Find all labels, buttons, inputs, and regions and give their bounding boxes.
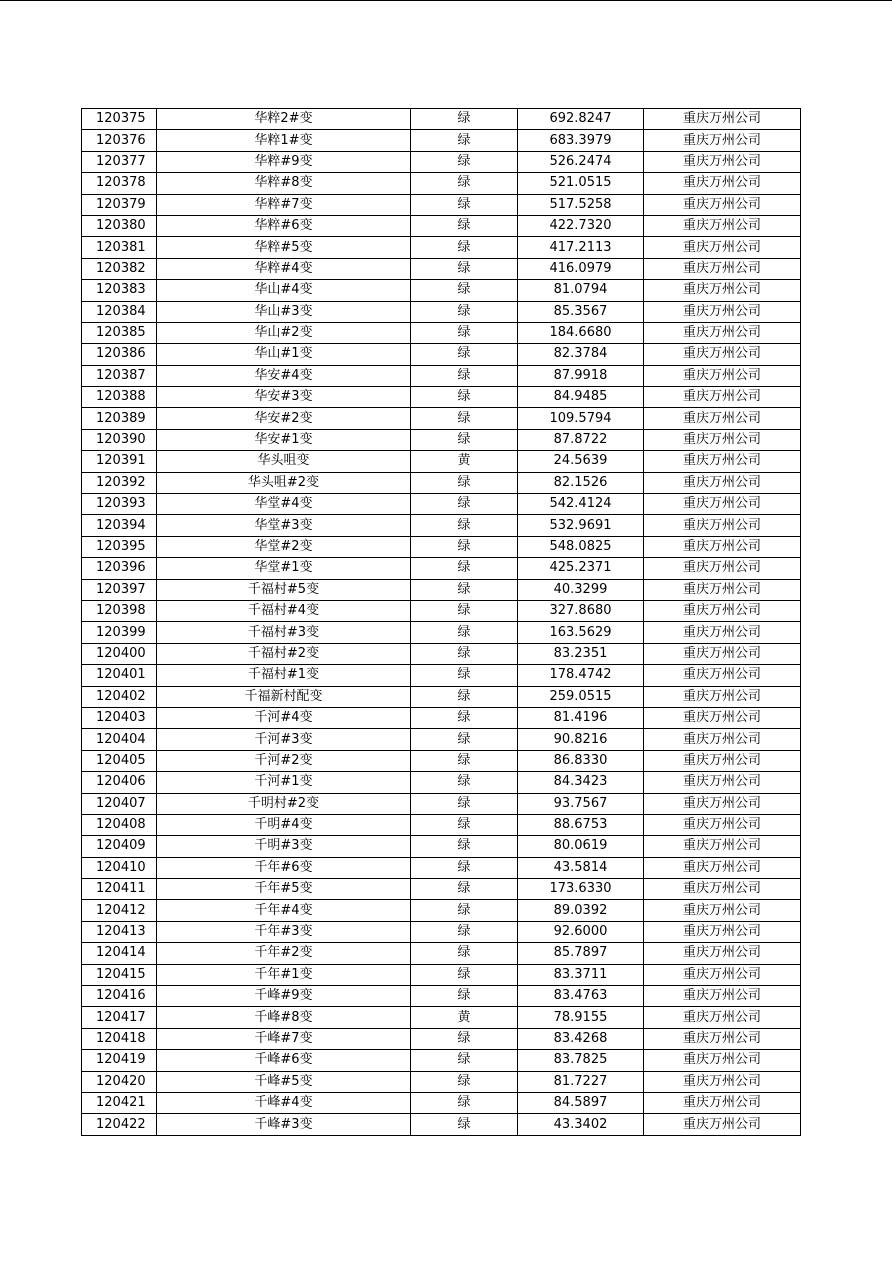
transformer-name-cell: 千明村#2变 [157, 793, 411, 814]
transformer-name-cell: 千福村#2变 [157, 643, 411, 664]
row-id-cell: 120389 [82, 408, 157, 429]
value-cell: 542.4124 [518, 494, 644, 515]
table-row [82, 173, 801, 194]
company-cell: 重庆万州公司 [644, 793, 801, 814]
value-cell: 83.4268 [518, 1028, 644, 1049]
transformer-name-cell: 华粹#5变 [157, 237, 411, 258]
table-row [82, 964, 801, 985]
transformer-name-cell: 华山#4变 [157, 280, 411, 301]
table-row [82, 130, 801, 151]
table-row [82, 237, 801, 258]
value-cell: 173.6330 [518, 879, 644, 900]
status-color-cell: 绿 [411, 857, 518, 878]
company-cell: 重庆万州公司 [644, 857, 801, 878]
value-cell: 548.0825 [518, 536, 644, 557]
table-row [82, 494, 801, 515]
company-cell: 重庆万州公司 [644, 729, 801, 750]
transformer-name-cell: 千明#4变 [157, 814, 411, 835]
status-color-cell: 绿 [411, 536, 518, 557]
company-cell: 重庆万州公司 [644, 536, 801, 557]
table-row [82, 515, 801, 536]
row-id-cell: 120381 [82, 237, 157, 258]
status-color-cell: 绿 [411, 1050, 518, 1071]
value-cell: 80.0619 [518, 836, 644, 857]
table-row [82, 215, 801, 236]
transformer-name-cell: 华粹#7变 [157, 194, 411, 215]
value-cell: 43.3402 [518, 1114, 644, 1135]
row-id-cell: 120394 [82, 515, 157, 536]
transformer-name-cell: 华粹2#变 [157, 109, 411, 130]
value-cell: 40.3299 [518, 579, 644, 600]
row-id-cell: 120402 [82, 686, 157, 707]
table-row [82, 408, 801, 429]
table-row [82, 857, 801, 878]
company-cell: 重庆万州公司 [644, 772, 801, 793]
table-row [82, 451, 801, 472]
company-cell: 重庆万州公司 [644, 814, 801, 835]
value-cell: 82.1526 [518, 472, 644, 493]
value-cell: 86.8330 [518, 750, 644, 771]
transformer-name-cell: 千福村#5变 [157, 579, 411, 600]
table-row [82, 686, 801, 707]
value-cell: 81.4196 [518, 707, 644, 728]
value-cell: 90.8216 [518, 729, 644, 750]
transformer-name-cell: 千年#4变 [157, 900, 411, 921]
transformer-name-cell: 华安#4变 [157, 365, 411, 386]
page-top-border [0, 0, 892, 1]
status-color-cell: 绿 [411, 1114, 518, 1135]
status-color-cell: 绿 [411, 1071, 518, 1092]
company-cell: 重庆万州公司 [644, 280, 801, 301]
value-cell: 416.0979 [518, 258, 644, 279]
transformer-name-cell: 千年#1变 [157, 964, 411, 985]
status-color-cell: 绿 [411, 600, 518, 621]
transformer-name-cell: 千河#1变 [157, 772, 411, 793]
status-color-cell: 绿 [411, 729, 518, 750]
table-row [82, 921, 801, 942]
value-cell: 327.8680 [518, 600, 644, 621]
row-id-cell: 120388 [82, 387, 157, 408]
company-cell: 重庆万州公司 [644, 387, 801, 408]
table-row [82, 707, 801, 728]
transformer-name-cell: 千福新村配变 [157, 686, 411, 707]
status-color-cell: 绿 [411, 109, 518, 130]
table-row [82, 836, 801, 857]
value-cell: 24.5639 [518, 451, 644, 472]
row-id-cell: 120420 [82, 1071, 157, 1092]
row-id-cell: 120410 [82, 857, 157, 878]
row-id-cell: 120413 [82, 921, 157, 942]
value-cell: 526.2474 [518, 151, 644, 172]
transformer-name-cell: 千福村#1变 [157, 665, 411, 686]
table-row [82, 109, 801, 130]
status-color-cell: 绿 [411, 879, 518, 900]
value-cell: 83.7825 [518, 1050, 644, 1071]
status-color-cell: 绿 [411, 643, 518, 664]
value-cell: 521.0515 [518, 173, 644, 194]
table-row [82, 322, 801, 343]
transformer-name-cell: 华山#3变 [157, 301, 411, 322]
company-cell: 重庆万州公司 [644, 707, 801, 728]
row-id-cell: 120382 [82, 258, 157, 279]
company-cell: 重庆万州公司 [644, 836, 801, 857]
table-row [82, 365, 801, 386]
company-cell: 重庆万州公司 [644, 1114, 801, 1135]
company-cell: 重庆万州公司 [644, 943, 801, 964]
status-color-cell: 绿 [411, 429, 518, 450]
transformer-name-cell: 千年#2变 [157, 943, 411, 964]
status-color-cell: 绿 [411, 622, 518, 643]
value-cell: 184.6680 [518, 322, 644, 343]
table-row [82, 900, 801, 921]
transformer-name-cell: 千峰#4变 [157, 1092, 411, 1113]
row-id-cell: 120407 [82, 793, 157, 814]
value-cell: 84.9485 [518, 387, 644, 408]
value-cell: 84.3423 [518, 772, 644, 793]
company-cell: 重庆万州公司 [644, 472, 801, 493]
row-id-cell: 120412 [82, 900, 157, 921]
value-cell: 85.7897 [518, 943, 644, 964]
row-id-cell: 120375 [82, 109, 157, 130]
table-row [82, 194, 801, 215]
row-id-cell: 120421 [82, 1092, 157, 1113]
row-id-cell: 120409 [82, 836, 157, 857]
table-row [82, 879, 801, 900]
transformer-name-cell: 千峰#8变 [157, 1007, 411, 1028]
transformer-name-cell: 千年#5变 [157, 879, 411, 900]
transformer-name-cell: 千福村#3变 [157, 622, 411, 643]
company-cell: 重庆万州公司 [644, 451, 801, 472]
row-id-cell: 120392 [82, 472, 157, 493]
status-color-cell: 绿 [411, 194, 518, 215]
company-cell: 重庆万州公司 [644, 686, 801, 707]
transformer-name-cell: 千峰#7变 [157, 1028, 411, 1049]
company-cell: 重庆万州公司 [644, 986, 801, 1007]
table-body [82, 109, 801, 1136]
row-id-cell: 120422 [82, 1114, 157, 1135]
transformer-name-cell: 华堂#2变 [157, 536, 411, 557]
table-row [82, 729, 801, 750]
row-id-cell: 120404 [82, 729, 157, 750]
value-cell: 683.3979 [518, 130, 644, 151]
value-cell: 692.8247 [518, 109, 644, 130]
status-color-cell: 绿 [411, 344, 518, 365]
value-cell: 517.5258 [518, 194, 644, 215]
value-cell: 532.9691 [518, 515, 644, 536]
status-color-cell: 绿 [411, 793, 518, 814]
status-color-cell: 绿 [411, 707, 518, 728]
transformer-name-cell: 华安#1变 [157, 429, 411, 450]
status-color-cell: 绿 [411, 408, 518, 429]
value-cell: 88.6753 [518, 814, 644, 835]
status-color-cell: 绿 [411, 943, 518, 964]
status-color-cell: 绿 [411, 494, 518, 515]
company-cell: 重庆万州公司 [644, 1092, 801, 1113]
value-cell: 163.5629 [518, 622, 644, 643]
transformer-name-cell: 千河#3变 [157, 729, 411, 750]
table-row [82, 472, 801, 493]
table-row [82, 387, 801, 408]
company-cell: 重庆万州公司 [644, 215, 801, 236]
table-row [82, 600, 801, 621]
table-row [82, 301, 801, 322]
transformer-name-cell: 千峰#6变 [157, 1050, 411, 1071]
row-id-cell: 120406 [82, 772, 157, 793]
status-color-cell: 绿 [411, 322, 518, 343]
row-id-cell: 120398 [82, 600, 157, 621]
status-color-cell: 绿 [411, 215, 518, 236]
transformer-name-cell: 华山#1变 [157, 344, 411, 365]
company-cell: 重庆万州公司 [644, 600, 801, 621]
table-row [82, 665, 801, 686]
company-cell: 重庆万州公司 [644, 194, 801, 215]
row-id-cell: 120383 [82, 280, 157, 301]
status-color-cell: 绿 [411, 1092, 518, 1113]
status-color-cell: 黄 [411, 451, 518, 472]
row-id-cell: 120415 [82, 964, 157, 985]
row-id-cell: 120399 [82, 622, 157, 643]
table-row [82, 1050, 801, 1071]
table-row [82, 579, 801, 600]
company-cell: 重庆万州公司 [644, 322, 801, 343]
transformer-table [81, 108, 801, 1136]
status-color-cell: 绿 [411, 921, 518, 942]
transformer-name-cell: 千河#2变 [157, 750, 411, 771]
table-row [82, 622, 801, 643]
company-cell: 重庆万州公司 [644, 750, 801, 771]
status-color-cell: 绿 [411, 579, 518, 600]
company-cell: 重庆万州公司 [644, 643, 801, 664]
transformer-name-cell: 千峰#3变 [157, 1114, 411, 1135]
company-cell: 重庆万州公司 [644, 921, 801, 942]
table-row [82, 151, 801, 172]
row-id-cell: 120418 [82, 1028, 157, 1049]
table-row [82, 258, 801, 279]
table-row [82, 280, 801, 301]
status-color-cell: 绿 [411, 151, 518, 172]
status-color-cell: 绿 [411, 173, 518, 194]
company-cell: 重庆万州公司 [644, 429, 801, 450]
row-id-cell: 120387 [82, 365, 157, 386]
status-color-cell: 绿 [411, 301, 518, 322]
table-row [82, 1071, 801, 1092]
value-cell: 84.5897 [518, 1092, 644, 1113]
value-cell: 425.2371 [518, 558, 644, 579]
transformer-name-cell: 千峰#5变 [157, 1071, 411, 1092]
value-cell: 81.0794 [518, 280, 644, 301]
row-id-cell: 120376 [82, 130, 157, 151]
company-cell: 重庆万州公司 [644, 258, 801, 279]
table-row [82, 1028, 801, 1049]
company-cell: 重庆万州公司 [644, 1071, 801, 1092]
status-color-cell: 绿 [411, 814, 518, 835]
value-cell: 82.3784 [518, 344, 644, 365]
company-cell: 重庆万州公司 [644, 408, 801, 429]
status-color-cell: 绿 [411, 1028, 518, 1049]
company-cell: 重庆万州公司 [644, 879, 801, 900]
status-color-cell: 黄 [411, 1007, 518, 1028]
transformer-name-cell: 华粹#4变 [157, 258, 411, 279]
value-cell: 83.4763 [518, 986, 644, 1007]
transformer-name-cell: 华粹#9变 [157, 151, 411, 172]
transformer-name-cell: 华堂#3变 [157, 515, 411, 536]
transformer-name-cell: 华头咀#2变 [157, 472, 411, 493]
company-cell: 重庆万州公司 [644, 109, 801, 130]
company-cell: 重庆万州公司 [644, 301, 801, 322]
table-row [82, 558, 801, 579]
table-row [82, 814, 801, 835]
transformer-name-cell: 华粹#6变 [157, 215, 411, 236]
row-id-cell: 120380 [82, 215, 157, 236]
status-color-cell: 绿 [411, 686, 518, 707]
row-id-cell: 120379 [82, 194, 157, 215]
transformer-name-cell: 千福村#4变 [157, 600, 411, 621]
table-row [82, 429, 801, 450]
value-cell: 89.0392 [518, 900, 644, 921]
value-cell: 78.9155 [518, 1007, 644, 1028]
status-color-cell: 绿 [411, 237, 518, 258]
value-cell: 92.6000 [518, 921, 644, 942]
table-row [82, 750, 801, 771]
company-cell: 重庆万州公司 [644, 1050, 801, 1071]
transformer-name-cell: 华山#2变 [157, 322, 411, 343]
transformer-name-cell: 千峰#9变 [157, 986, 411, 1007]
status-color-cell: 绿 [411, 558, 518, 579]
company-cell: 重庆万州公司 [644, 622, 801, 643]
status-color-cell: 绿 [411, 365, 518, 386]
company-cell: 重庆万州公司 [644, 1007, 801, 1028]
transformer-name-cell: 千河#4变 [157, 707, 411, 728]
status-color-cell: 绿 [411, 387, 518, 408]
table-row [82, 943, 801, 964]
table-row [82, 643, 801, 664]
status-color-cell: 绿 [411, 836, 518, 857]
status-color-cell: 绿 [411, 665, 518, 686]
row-id-cell: 120385 [82, 322, 157, 343]
status-color-cell: 绿 [411, 472, 518, 493]
row-id-cell: 120401 [82, 665, 157, 686]
table-row [82, 986, 801, 1007]
row-id-cell: 120396 [82, 558, 157, 579]
value-cell: 109.5794 [518, 408, 644, 429]
table-row [82, 536, 801, 557]
row-id-cell: 120403 [82, 707, 157, 728]
table-row [82, 1007, 801, 1028]
row-id-cell: 120378 [82, 173, 157, 194]
row-id-cell: 120377 [82, 151, 157, 172]
row-id-cell: 120390 [82, 429, 157, 450]
row-id-cell: 120408 [82, 814, 157, 835]
value-cell: 81.7227 [518, 1071, 644, 1092]
value-cell: 178.4742 [518, 665, 644, 686]
row-id-cell: 120393 [82, 494, 157, 515]
company-cell: 重庆万州公司 [644, 494, 801, 515]
row-id-cell: 120419 [82, 1050, 157, 1071]
row-id-cell: 120391 [82, 451, 157, 472]
company-cell: 重庆万州公司 [644, 665, 801, 686]
value-cell: 83.3711 [518, 964, 644, 985]
row-id-cell: 120386 [82, 344, 157, 365]
company-cell: 重庆万州公司 [644, 558, 801, 579]
status-color-cell: 绿 [411, 772, 518, 793]
transformer-name-cell: 华粹1#变 [157, 130, 411, 151]
value-cell: 87.9918 [518, 365, 644, 386]
transformer-name-cell: 千年#6变 [157, 857, 411, 878]
row-id-cell: 120405 [82, 750, 157, 771]
row-id-cell: 120417 [82, 1007, 157, 1028]
value-cell: 422.7320 [518, 215, 644, 236]
value-cell: 417.2113 [518, 237, 644, 258]
company-cell: 重庆万州公司 [644, 964, 801, 985]
status-color-cell: 绿 [411, 900, 518, 921]
table-row [82, 344, 801, 365]
transformer-name-cell: 华头咀变 [157, 451, 411, 472]
transformer-name-cell: 千年#3变 [157, 921, 411, 942]
table-row [82, 1092, 801, 1113]
table-row [82, 793, 801, 814]
status-color-cell: 绿 [411, 258, 518, 279]
status-color-cell: 绿 [411, 130, 518, 151]
status-color-cell: 绿 [411, 750, 518, 771]
transformer-name-cell: 千明#3变 [157, 836, 411, 857]
status-color-cell: 绿 [411, 515, 518, 536]
value-cell: 93.7567 [518, 793, 644, 814]
company-cell: 重庆万州公司 [644, 130, 801, 151]
table-row [82, 772, 801, 793]
row-id-cell: 120414 [82, 943, 157, 964]
value-cell: 43.5814 [518, 857, 644, 878]
company-cell: 重庆万州公司 [644, 151, 801, 172]
value-cell: 259.0515 [518, 686, 644, 707]
value-cell: 85.3567 [518, 301, 644, 322]
company-cell: 重庆万州公司 [644, 515, 801, 536]
transformer-name-cell: 华堂#4变 [157, 494, 411, 515]
row-id-cell: 120395 [82, 536, 157, 557]
transformer-name-cell: 华安#2变 [157, 408, 411, 429]
company-cell: 重庆万州公司 [644, 579, 801, 600]
row-id-cell: 120411 [82, 879, 157, 900]
row-id-cell: 120384 [82, 301, 157, 322]
transformer-name-cell: 华堂#1变 [157, 558, 411, 579]
company-cell: 重庆万州公司 [644, 900, 801, 921]
company-cell: 重庆万州公司 [644, 1028, 801, 1049]
transformer-name-cell: 华粹#8变 [157, 173, 411, 194]
table-row [82, 1114, 801, 1135]
value-cell: 83.2351 [518, 643, 644, 664]
row-id-cell: 120397 [82, 579, 157, 600]
transformer-name-cell: 华安#3变 [157, 387, 411, 408]
company-cell: 重庆万州公司 [644, 344, 801, 365]
company-cell: 重庆万州公司 [644, 365, 801, 386]
row-id-cell: 120416 [82, 986, 157, 1007]
company-cell: 重庆万州公司 [644, 173, 801, 194]
status-color-cell: 绿 [411, 986, 518, 1007]
status-color-cell: 绿 [411, 964, 518, 985]
value-cell: 87.8722 [518, 429, 644, 450]
row-id-cell: 120400 [82, 643, 157, 664]
status-color-cell: 绿 [411, 280, 518, 301]
company-cell: 重庆万州公司 [644, 237, 801, 258]
